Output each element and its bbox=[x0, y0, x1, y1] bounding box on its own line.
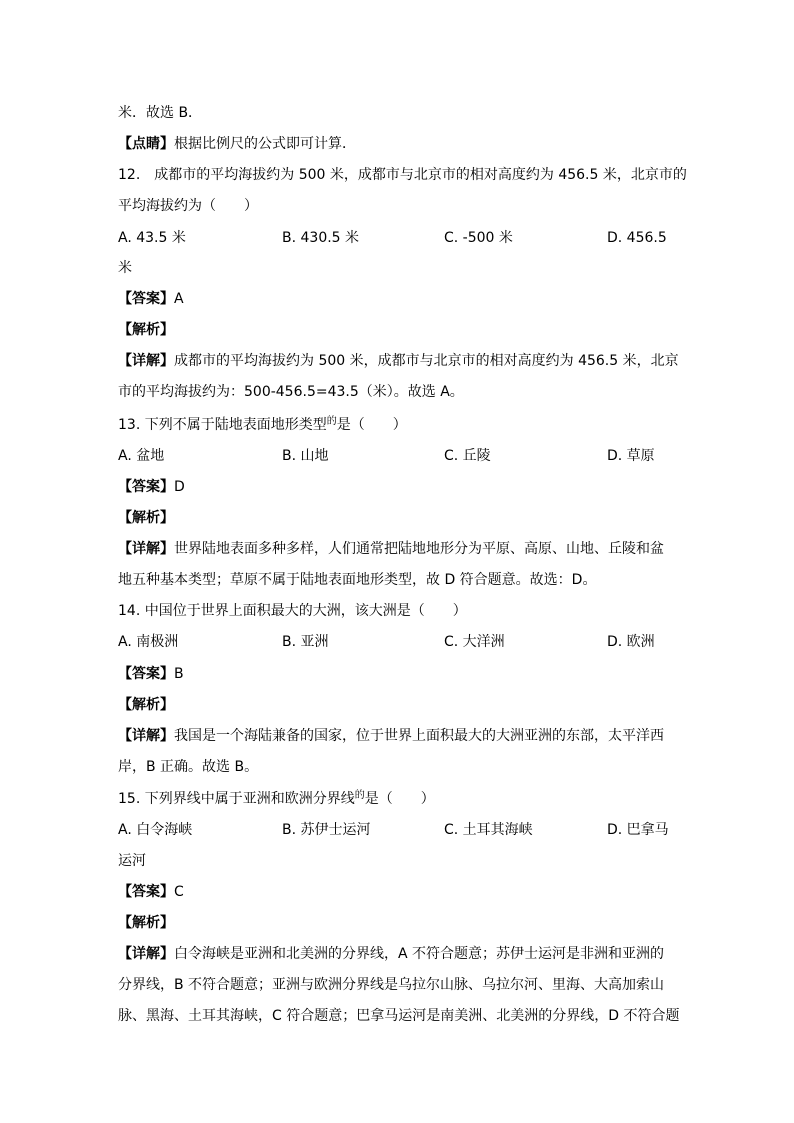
q15-option-wrap: 运河 bbox=[118, 853, 146, 869]
stem-text-end: 是（ ） bbox=[336, 417, 407, 433]
detail-text: 世界陆地表面多种多样，人们通常把陆地地形分为平原、高原、山地、丘陵和盆 bbox=[174, 541, 664, 557]
stem-text-end: 是（ ） bbox=[364, 791, 435, 807]
q15-detail-line-1 bbox=[118, 944, 664, 964]
q13-analysis-label: 【解析】 bbox=[118, 510, 174, 526]
q15-stem bbox=[118, 789, 435, 809]
q15-option-a: A. 白令海峡 bbox=[118, 822, 193, 838]
q15-option-d: D. 巴拿马 bbox=[607, 822, 669, 838]
q12-stem-line-2: 平均海拔约为（ ） bbox=[118, 198, 258, 214]
q12-option-a: A. 43.5 米 bbox=[118, 230, 186, 246]
answer-value: A bbox=[174, 291, 184, 307]
q14-answer bbox=[118, 664, 184, 684]
q12-option-c: C. -500 米 bbox=[444, 230, 513, 246]
detail-text: 成都市的平均海拔约为 500 米，成都市与北京市的相对高度约为 456.5 米，北京 bbox=[174, 353, 679, 369]
comment-text: 根据比例尺的公式即可计算． bbox=[174, 136, 356, 152]
q12-stem-line-1: 12. 成都市的平均海拔约为 500 米，成都市与北京市的相对高度约为 456.5 米，北京市的 bbox=[118, 167, 687, 183]
q13-option-b: B. 山地 bbox=[282, 448, 329, 464]
answer-label: 【答案】 bbox=[118, 479, 174, 495]
stem-superscript: 的 bbox=[354, 790, 365, 801]
comment-label: 【点睛】 bbox=[118, 136, 174, 152]
answer-value: C bbox=[174, 884, 184, 900]
q12-detail-line-1 bbox=[118, 351, 679, 371]
answer-label: 【答案】 bbox=[118, 666, 174, 682]
answer-value: B bbox=[174, 666, 184, 682]
detail-label: 【详解】 bbox=[118, 728, 174, 744]
answer-value: D bbox=[174, 479, 185, 495]
q12-option-wrap: 米 bbox=[118, 260, 132, 276]
stem-superscript: 的 bbox=[326, 416, 337, 427]
stem-text: 15. 下列界线中属于亚洲和欧洲分界线 bbox=[118, 791, 355, 807]
q14-detail-line-1 bbox=[118, 726, 664, 746]
q14-option-a: A. 南极洲 bbox=[118, 634, 179, 650]
detail-label: 【详解】 bbox=[118, 353, 174, 369]
detail-text: 我国是一个海陆兼备的国家，位于世界上面积最大的大洲亚洲的东部，太平洋西 bbox=[174, 728, 664, 744]
comment-line bbox=[118, 134, 356, 154]
q12-analysis-label: 【解析】 bbox=[118, 322, 174, 338]
q14-stem: 14. 中国位于世界上面积最大的大洲，该大洲是（ ） bbox=[118, 603, 467, 619]
q15-option-c: C. 土耳其海峡 bbox=[444, 822, 533, 838]
detail-label: 【详解】 bbox=[118, 946, 174, 962]
q14-detail-line-2: 岸，B 正确。故选 B。 bbox=[118, 759, 259, 775]
q12-answer bbox=[118, 289, 184, 309]
previous-answer-tail: 米．故选 B． bbox=[118, 105, 203, 121]
q13-answer bbox=[118, 477, 185, 497]
q14-option-b: B. 亚洲 bbox=[282, 634, 329, 650]
detail-text: 白令海峡是亚洲和北美洲的分界线，A 不符合题意；苏伊士运河是非洲和亚洲的 bbox=[174, 946, 665, 962]
detail-label: 【详解】 bbox=[118, 541, 174, 557]
answer-label: 【答案】 bbox=[118, 884, 174, 900]
q15-option-b: B. 苏伊士运河 bbox=[282, 822, 371, 838]
q13-option-d: D. 草原 bbox=[607, 448, 655, 464]
q15-detail-line-3: 脉、黑海、土耳其海峡，C 符合题意；巴拿马运河是南美洲、北美洲的分界线，D 不符合题 bbox=[118, 1008, 680, 1024]
q12-option-d: D. 456.5 bbox=[607, 230, 667, 246]
q15-answer bbox=[118, 882, 184, 902]
stem-text: 13. 下列不属于陆地表面地形类型 bbox=[118, 417, 327, 433]
q14-option-c: C. 大洋洲 bbox=[444, 634, 505, 650]
q13-detail-line-1 bbox=[118, 539, 664, 559]
q14-analysis-label: 【解析】 bbox=[118, 697, 174, 713]
q13-option-a: A. 盆地 bbox=[118, 448, 165, 464]
q15-detail-line-2: 分界线，B 不符合题意；亚洲与欧洲分界线是乌拉尔山脉、乌拉尔河、里海、大高加索山 bbox=[118, 977, 665, 993]
q15-analysis-label: 【解析】 bbox=[118, 915, 174, 931]
answer-label: 【答案】 bbox=[118, 291, 174, 307]
q13-stem bbox=[118, 415, 407, 435]
q12-option-b: B. 430.5 米 bbox=[282, 230, 360, 246]
q14-option-d: D. 欧洲 bbox=[607, 634, 655, 650]
q12-detail-line-2: 市的平均海拔约为：500-456.5=43.5（米）。故选 A。 bbox=[118, 384, 464, 400]
q13-option-c: C. 丘陵 bbox=[444, 448, 491, 464]
q13-detail-line-2: 地五种基本类型；草原不属于陆地表面地形类型，故 D 符合题意。故选：D。 bbox=[118, 572, 597, 588]
